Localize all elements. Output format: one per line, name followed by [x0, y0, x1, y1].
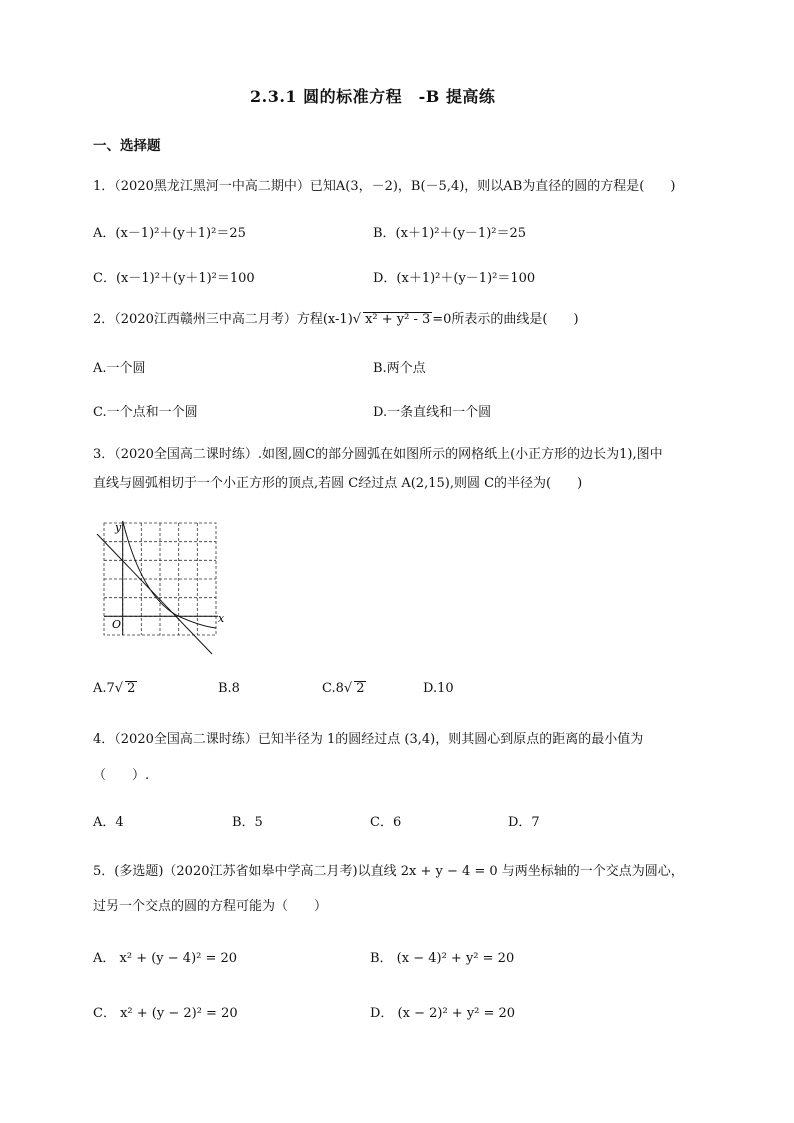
question-2-stem-pre: 2．（2020江西赣州三中高二月考）方程(x-1) [93, 312, 353, 327]
question-1-stem: 1．（2020黑龙江黑河一中高二期中）已知A(3，－2)，B(－5,4)，则以AB为直径的圆的方程是( ) [93, 179, 676, 194]
question-5-option-b: B． (x − 4)² + y² = 20 [370, 951, 515, 966]
question-2-radicand: x² + y² - 3 [365, 312, 431, 327]
question-4-stem-line-1: 4．（2020全国高二课时练）已知半径为 1的圆经过点 (3,4)，则其圆心到原点的距离的最小值为 [93, 732, 644, 747]
question-5-stem-line-1: 5．(多选题)（2020江苏省如皋中学高二月考)以直线 2x + y − 4 = 0 与两坐标轴的一个交点为圆心， [93, 864, 684, 879]
question-2-option-d: D.一条直线和一个圆 [373, 405, 492, 420]
question-1-option-a: A．(x－1)²＋(y＋1)²＝25 [93, 226, 246, 241]
question-2-option-b: B.两个点 [373, 361, 426, 376]
question-5-stem-line-2: 过另一个交点的圆的方程可能为（ ） [93, 899, 328, 914]
question-2-option-c: C.一个点和一个圆 [93, 405, 198, 420]
question-3-option-b: B.8 [218, 681, 240, 696]
question-4-stem-line-2: （ ）. [93, 768, 150, 783]
question-4-option-c: C．6 [370, 815, 402, 830]
question-4-option-b: B．5 [232, 815, 263, 830]
question-3-stem-line-2: 直线与圆弧相切于一个小正方形的顶点,若圆 C经过点 A(2,15),则圆 C的半径为( ) [93, 476, 583, 491]
page-title: 2.3.1 圆的标准方程 -B 提高练 [250, 87, 496, 106]
question-2-stem-post: =0所表示的曲线是( ) [432, 312, 579, 327]
question-3-option-d: D.10 [423, 681, 454, 696]
tangent-line [97, 534, 212, 654]
question-3-option-c-text: C.8 [322, 681, 344, 696]
question-3-option-a [93, 681, 137, 696]
radical-sign: √ [343, 681, 353, 696]
x-axis-label: x [218, 612, 225, 625]
circle-arc [123, 521, 216, 628]
origin-label: O [112, 618, 122, 631]
question-3-option-a-text: A.7 [93, 681, 115, 696]
question-5-option-d: D． (x − 2)² + y² = 20 [370, 1006, 516, 1021]
question-3-option-a-radicand: 2 [127, 681, 136, 696]
question-3-option-c [322, 681, 366, 696]
radical-sign: √ [352, 312, 362, 327]
question-1-option-b: B．(x＋1)²＋(y－1)²＝25 [373, 226, 527, 241]
radical-sign: √ [114, 681, 124, 696]
y-axis-label: y [115, 521, 122, 534]
question-3-option-c-radicand: 2 [356, 681, 365, 696]
question-3-figure [92, 518, 227, 658]
question-3-stem-line-1: 3．（2020全国高二课时练）.如图,圆C的部分圆弧在如图所示的网格纸上(小正方形的边长为1),图中 [93, 447, 663, 462]
question-5-option-a: A． x² + (y − 4)² = 20 [93, 951, 238, 966]
question-5-option-c: C． x² + (y − 2)² = 20 [93, 1006, 238, 1021]
question-1-option-d: D．(x＋1)²＋(y－1)²＝100 [373, 271, 536, 286]
question-2-stem [93, 310, 579, 330]
question-2-option-a: A.一个圆 [93, 361, 146, 376]
question-4-option-a: A．4 [93, 815, 124, 830]
question-4-option-d: D．7 [508, 815, 540, 830]
question-1-option-c: C．(x－1)²＋(y＋1)²＝100 [93, 271, 255, 286]
section-heading: 一、选择题 [93, 138, 161, 154]
